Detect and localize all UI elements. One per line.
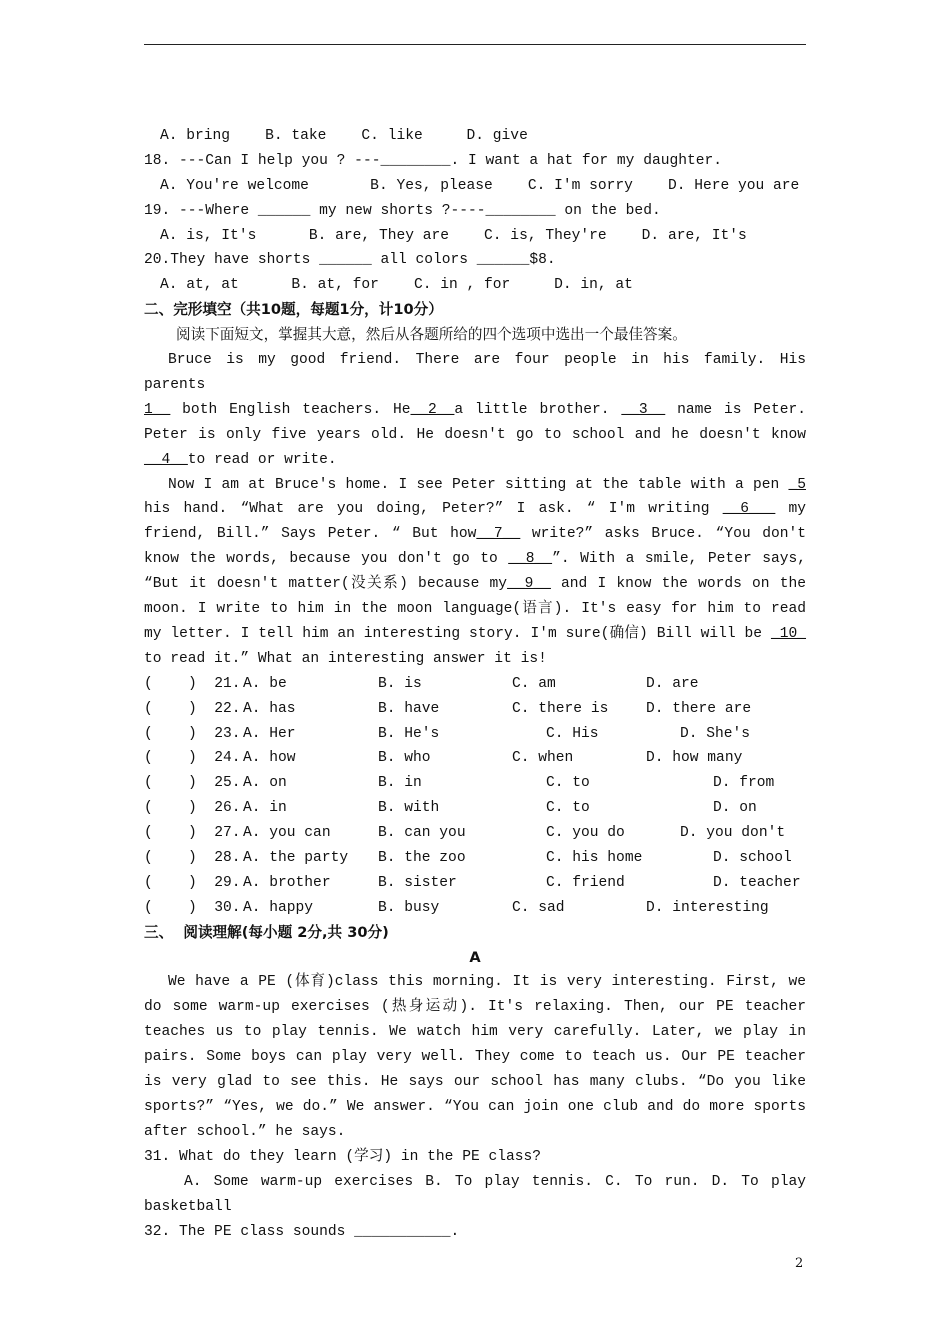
option-b: B. have	[378, 700, 440, 717]
qnum: ) 23.	[188, 725, 241, 742]
text: Bruce is my good friend. There are four people in his family. His parents	[144, 352, 806, 393]
q31-options: A. Some warm-up exercises B. To play tennis. C. To run. D. To play basketball	[144, 1173, 806, 1215]
q17-options: A. bring B. take C. like D. give	[160, 128, 528, 144]
option-c: C. when	[512, 750, 574, 767]
option-a: A. has	[243, 700, 296, 717]
option-c: C. sad	[512, 899, 565, 916]
q19-question: 19. ---Where ______ my new shorts ?----________ on the bed.	[144, 202, 661, 219]
option-b: B. sister	[378, 874, 457, 891]
text: to read it.” What an interesting answer it is!	[144, 650, 547, 667]
text: a little brother.	[454, 401, 622, 418]
option-b: B. with	[378, 800, 440, 817]
option-a: A. in	[243, 800, 287, 817]
blank-10: _10_	[770, 625, 806, 642]
qnum: ) 24.	[188, 750, 241, 767]
exam-page-content	[144, 124, 806, 1244]
option-a: A. the party	[243, 850, 349, 867]
passage-label: A	[469, 948, 481, 966]
option-d: D. teacher	[713, 874, 801, 891]
text: my friend, Bill.” Says Peter. “ But how	[144, 501, 806, 543]
option-d: D. there are	[646, 700, 752, 717]
paren: (	[144, 725, 153, 742]
cloze-q25	[144, 771, 806, 796]
paren: (	[144, 800, 153, 817]
qnum: ) 29.	[188, 874, 241, 891]
qnum: ) 21.	[188, 675, 241, 692]
qnum: ) 28.	[188, 850, 241, 867]
cloze-q28	[144, 846, 806, 871]
paren: (	[144, 825, 153, 842]
blank-5: _5	[788, 476, 806, 493]
text: Now I am at Bruce's home. I see Peter sitting at the table with a pen	[168, 476, 789, 493]
q31-question: 31. What do they learn (学习) in the PE class?	[144, 1148, 542, 1165]
reading-passage-a: We have a PE (体育)class this morning. It is very interesting. First, we do some warm-up exercises (热身运动). It's relaxing. Then, our PE teacher teaches us to play tennis. We watch him very carefully. Later, we play in pairs. Some boys can play very well. They come to teach us. Our PE teacher is very glad to see this. He says our school has many clubs. “Do you like sports?” “Yes, we do.” We answer. “You can join one club and do more sports after school.” he says.	[144, 974, 806, 1140]
blank-8: __8__	[508, 551, 553, 568]
option-a: A. brother	[243, 874, 331, 891]
option-b: B. the zoo	[378, 850, 466, 867]
page-number: 2	[795, 1256, 804, 1271]
option-b: B. busy	[378, 899, 440, 916]
q32-question: 32. The PE class sounds ___________.	[144, 1223, 460, 1240]
qnum: ) 30.	[188, 899, 241, 916]
option-c: C. friend	[546, 874, 625, 891]
option-d: D. you don't	[680, 825, 786, 842]
cloze-q21	[144, 672, 806, 697]
blank-9: __9__	[507, 576, 551, 593]
option-c: C. you do	[546, 825, 625, 842]
option-c: C. there is	[512, 700, 609, 717]
blank-1: 1__	[144, 401, 171, 418]
cloze-q29	[144, 871, 806, 896]
option-d: D. how many	[646, 750, 743, 767]
cloze-q24	[144, 746, 806, 771]
option-b: B. in	[378, 775, 422, 792]
qnum: ) 26.	[188, 800, 241, 817]
text: both English teachers. He	[170, 401, 411, 418]
cloze-paragraph-2	[144, 473, 806, 672]
paren: (	[144, 750, 153, 767]
blank-4: __4__	[144, 451, 188, 468]
option-d: D. school	[713, 850, 792, 867]
blank-3: __3__	[621, 401, 666, 418]
paren: (	[144, 850, 153, 867]
text: to read or write.	[187, 451, 337, 468]
blank-2: __2__	[410, 401, 455, 418]
option-b: B. He's	[378, 725, 440, 742]
section3-title: 三、 阅读理解(每小题 2分,共 30分)	[144, 923, 389, 941]
text: and I know the words on the moon. I write to him in the moon language(语言). It's easy for him to read my letter. I tell him an interesting story. I'm sure(确信) Bill will be	[144, 576, 806, 642]
q18-options: A. You're welcome B. Yes, please C. I'm sorry D. Here you are	[160, 177, 800, 194]
option-a: A. on	[243, 775, 287, 792]
paren: (	[144, 700, 153, 717]
option-b: B. can you	[378, 825, 466, 842]
option-c: C. to	[546, 775, 590, 792]
option-c: C. his home	[546, 850, 643, 867]
option-d: D. are	[646, 675, 699, 692]
paren: (	[144, 899, 153, 916]
option-d: D. interesting	[646, 899, 769, 916]
option-d: D. She's	[680, 725, 751, 742]
qnum: ) 22.	[188, 700, 241, 717]
option-d: D. from	[713, 775, 775, 792]
cloze-paragraph-1	[144, 348, 806, 473]
paren: (	[144, 775, 153, 792]
cloze-q22	[144, 697, 806, 722]
qnum: ) 27.	[188, 825, 241, 842]
q20-options: A. at, at B. at, for C. in , for D. in, at	[160, 277, 633, 294]
section2-instructions: 阅读下面短文，掌握其大意，然后从各题所给的四个选项中选出一个最佳答案。	[176, 326, 687, 344]
blank-6: __6___	[722, 501, 776, 518]
text: ”. With a smile, Peter says, “But it doesn't matter(没关系) because my	[144, 551, 806, 593]
paren: (	[144, 675, 153, 692]
section2-title: 二、完形填空（共10题，每题1分，计10分）	[144, 301, 443, 319]
text: write?” asks Bruce. “You don't know the words, because you don't go to	[144, 526, 806, 568]
option-b: B. who	[378, 750, 431, 767]
option-b: B. is	[378, 675, 422, 692]
q18-question: 18. ---Can I help you ? ---________. I want a hat for my daughter.	[144, 152, 723, 169]
paren: (	[144, 874, 153, 891]
cloze-q27	[144, 821, 806, 846]
option-c: C. to	[546, 800, 590, 817]
q20-question: 20.They have shorts ______ all colors ______$8.	[144, 252, 556, 269]
blank-7: __7__	[476, 526, 521, 543]
q19-options: A. is, It's B. are, They are C. is, They're D. are, It's	[160, 227, 747, 244]
cloze-q26	[144, 796, 806, 821]
option-a: A. you can	[243, 825, 331, 842]
cloze-q30	[144, 896, 806, 921]
option-c: C. am	[512, 675, 556, 692]
cloze-q23	[144, 722, 806, 747]
text: name is Peter. Peter is only five years old. He doesn't go to school and he doesn't know	[144, 401, 806, 443]
option-a: A. Her	[243, 725, 296, 742]
option-a: A. happy	[243, 899, 314, 916]
header-rule	[144, 44, 806, 45]
text: his hand. “What are you doing, Peter?” I ask. “ I'm writing	[144, 501, 723, 518]
option-d: D. on	[713, 800, 757, 817]
option-a: A. how	[243, 750, 296, 767]
qnum: ) 25.	[188, 775, 241, 792]
option-c: C. His	[546, 725, 599, 742]
option-a: A. be	[243, 675, 287, 692]
